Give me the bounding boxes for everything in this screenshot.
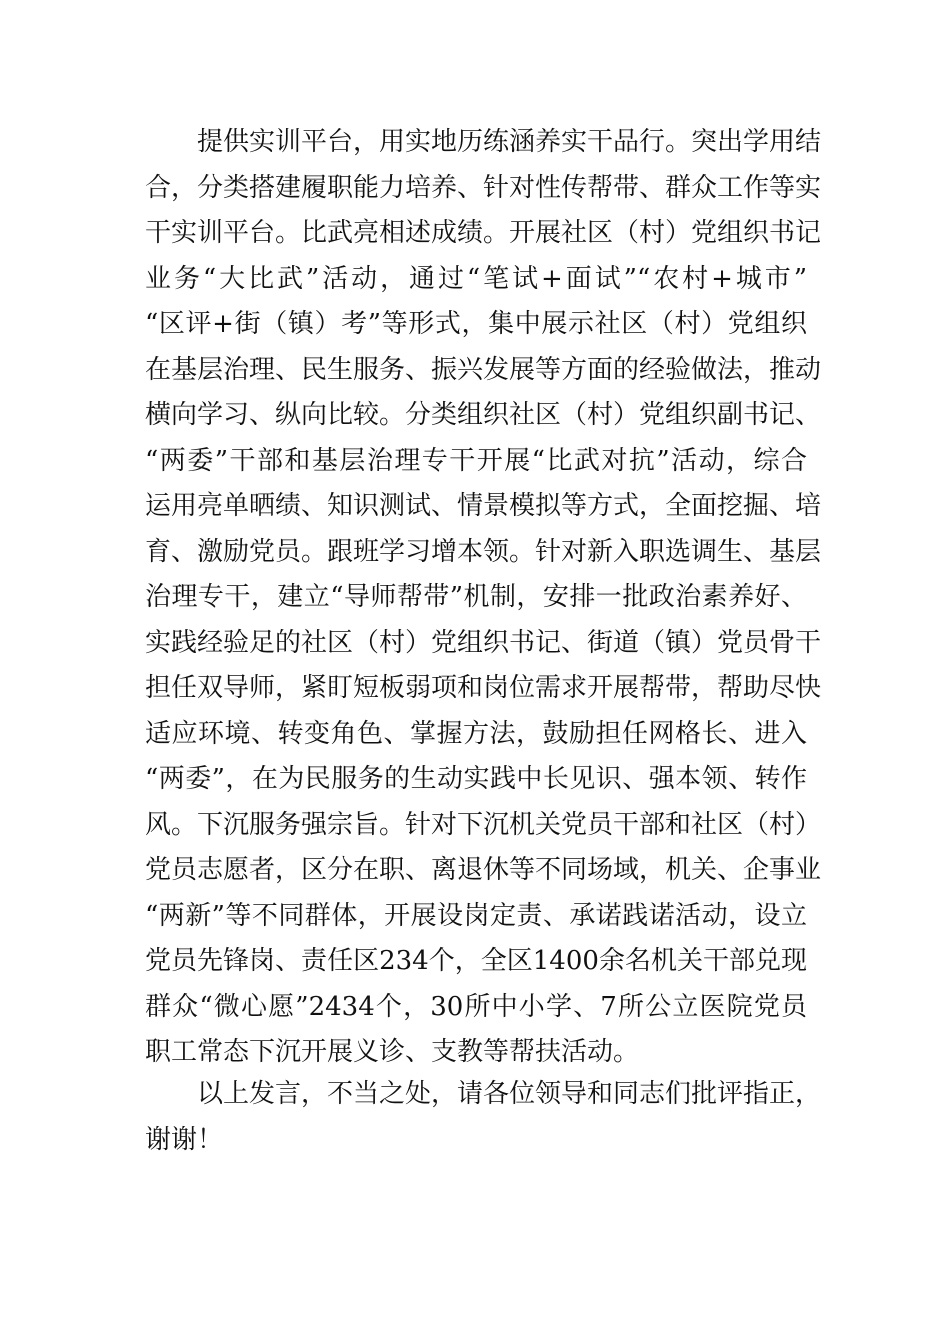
paragraph-line: “两委”干部和基层治理专干开展“比武对抗”活动，综合 <box>145 445 807 476</box>
paragraph-line: 合，分类搭建履职能力培养、针对性传帮带、群众工作等实 <box>145 172 822 203</box>
paragraph-line: 在基层治理、民生服务、振兴发展等方面的经验做法，推动 <box>145 354 822 385</box>
body-paragraph-training <box>145 120 822 1076</box>
paragraph-line: 党员志愿者，区分在职、离退休等不同场域，机关、企事业 <box>145 855 822 885</box>
paragraph-line: 职工常态下沉开展义诊、支教等帮扶活动。 <box>145 1037 640 1067</box>
paragraph-line: 业务“大比武”活动，通过“笔试+面试”“农村+城市” <box>145 263 807 294</box>
paragraph-line: “区评+街（镇）考”等形式，集中展示社区（村）党组织 <box>145 309 807 339</box>
paragraph-line: “两新”等不同群体，开展设岗定责、承诺践诺活动，设立 <box>145 900 807 931</box>
body-paragraph-closing <box>145 1072 822 1163</box>
paragraph-line: “两委”，在为民服务的生动实践中长见识、强本领、转作 <box>145 764 807 794</box>
paragraph-line: 担任双导师，紧盯短板弱项和岗位需求开展帮带，帮助尽快 <box>145 673 822 703</box>
paragraph-line: 以上发言，不当之处，请各位领导和同志们批评指正， <box>197 1079 822 1109</box>
paragraph-line: 群众“微心愿”2434个，30所中小学、7所公立医院党员 <box>145 991 807 1022</box>
paragraph-line: 党员先锋岗、责任区234个，全区1400余名机关干部兑现 <box>145 946 807 976</box>
paragraph-line: 适应环境、转变角色、掌握方法，鼓励担任网格长、进入 <box>145 718 807 749</box>
paragraph-line: 横向学习、纵向比较。分类组织社区（村）党组织副书记、 <box>145 400 822 430</box>
paragraph-line: 风。下沉服务强宗旨。针对下沉机关党员干部和社区（村） <box>145 809 822 840</box>
paragraph-line: 提供实训平台，用实地历练涵养实干品行。突出学用结 <box>197 127 822 157</box>
paragraph-line: 实践经验足的社区（村）党组织书记、街道（镇）党员骨干 <box>145 627 822 658</box>
paragraph-line: 育、激励党员。跟班学习增本领。针对新入职选调生、基层 <box>145 536 822 567</box>
paragraph-line: 运用亮单晒绩、知识测试、情景模拟等方式，全面挖掘、培 <box>145 491 822 521</box>
paragraph-line: 干实训平台。比武亮相述成绩。开展社区（村）党组织书记 <box>145 218 822 248</box>
paragraph-line: 治理专干，建立“导师帮带”机制，安排一批政治素养好、 <box>145 582 807 612</box>
paragraph-line: 谢谢！ <box>145 1124 224 1155</box>
